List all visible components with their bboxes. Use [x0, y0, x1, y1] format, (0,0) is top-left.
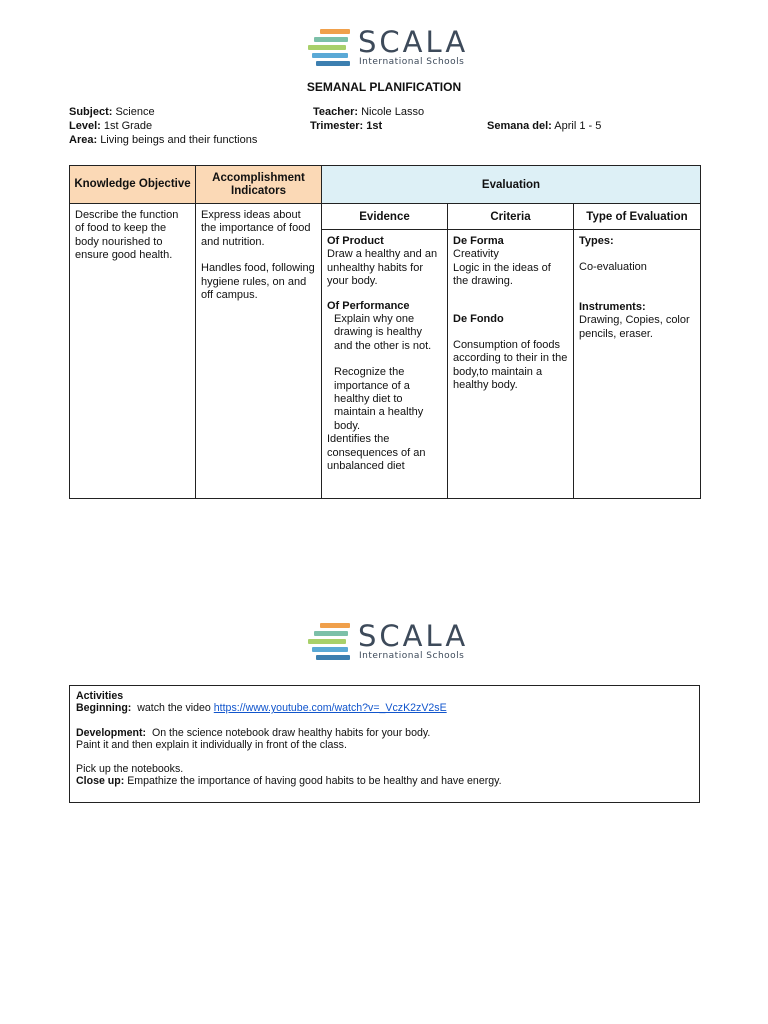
trimester-field: [310, 120, 382, 132]
video-link[interactable]: https://www.youtube.com/watch?v=_VczK2zV2sE: [213, 702, 447, 715]
criteria-cell: [448, 230, 574, 499]
close-label: Close up:: [76, 775, 125, 788]
scala-logo: [306, 26, 468, 68]
level-value: 1st Grade: [103, 120, 153, 132]
semana-field: [487, 120, 601, 132]
activities-title: Activities: [76, 690, 124, 702]
evidence-cell: [322, 230, 448, 499]
instruments-text: Drawing, Copies, color pencils, eraser.: [579, 314, 690, 340]
performance-item: Explain why one drawing is healthy and the other is not.: [334, 313, 432, 352]
subject-label: Subject:: [69, 106, 113, 118]
types-title: Types:: [579, 235, 614, 247]
instruments-title: Instruments:: [579, 300, 646, 313]
brand-subtitle: International Schools: [359, 651, 465, 661]
semana-label: Semana del:: [487, 120, 552, 132]
brand-name: SCALA: [358, 619, 469, 653]
area-field: [69, 134, 257, 146]
product-title: Of Product: [327, 235, 384, 247]
beginning-line: [76, 702, 693, 714]
evaluation-header: Evaluation: [322, 166, 701, 204]
forma-item: Creativity: [453, 248, 499, 261]
fondo-text: Consumption of foods according to their in the body,to maintain a healthy body.: [453, 339, 568, 392]
accomplishment-cell: [196, 204, 322, 499]
teacher-value: Nicole Lasso: [361, 106, 425, 118]
beginning-label: Beginning:: [76, 702, 132, 715]
evidence-header: Evidence: [322, 204, 448, 230]
semana-value: April 1 - 5: [554, 120, 602, 132]
performance-item: Recognize the importance of a healthy diet to maintain a healthy body.: [334, 366, 424, 432]
brand-subtitle: International Schools: [359, 57, 465, 67]
accomplishment-item: Express ideas about the importance of food and nutrition.: [201, 209, 311, 248]
knowledge-cell: [70, 204, 196, 499]
document-title: SEMANAL PLANIFICATION: [306, 80, 462, 94]
criteria-header: Criteria: [448, 204, 574, 230]
accomplishment-header: Accomplishment Indicators: [196, 166, 322, 204]
performance-title: Of Performance: [327, 299, 410, 312]
knowledge-text: Describe the function of food to keep the body nourished to ensure good health.: [75, 209, 179, 262]
area-label: Area:: [69, 134, 98, 146]
brand-name: SCALA: [358, 25, 469, 59]
teacher-field: [313, 106, 424, 118]
subject-field: [69, 106, 155, 118]
knowledge-header: Knowledge Objective: [70, 166, 196, 204]
area-value: Living beings and their functions: [100, 134, 258, 146]
fondo-title: De Fondo: [453, 312, 504, 325]
books-icon: [306, 620, 352, 662]
development-line: [76, 727, 693, 739]
forma-item: Logic in the ideas of the drawing.: [453, 261, 551, 288]
close-text: Empathize the importance of having good habits to be healthy and have energy.: [127, 775, 502, 788]
type-evaluation-header: Type of Evaluation: [574, 204, 701, 230]
teacher-label: Teacher:: [313, 106, 359, 118]
forma-title: De Forma: [453, 235, 504, 247]
development-line-2: Paint it and then explain it individually in front of the class.: [76, 738, 347, 751]
development-label: Development:: [76, 726, 147, 739]
level-field: [69, 120, 152, 132]
accomplishment-item: Handles food, following hygiene rules, on and off campus.: [201, 262, 315, 302]
close-line: [76, 775, 693, 787]
trimester-label: Trimester:: [310, 120, 364, 132]
planning-table: [69, 165, 701, 499]
performance-item: Identifies the consequences of an unbalanced diet: [327, 433, 426, 473]
product-text: Draw a healthy and an unhealthy habits for your body.: [327, 248, 438, 288]
level-label: Level:: [69, 120, 101, 132]
books-icon: [306, 26, 352, 68]
scala-logo: [306, 620, 468, 662]
type-evaluation-cell: [574, 230, 701, 499]
activities-box: [69, 685, 700, 803]
subject-value: Science: [115, 106, 155, 118]
pickup-line: Pick up the notebooks.: [76, 763, 184, 776]
beginning-text: watch the video: [137, 702, 211, 715]
types-text: Co-evaluation: [579, 261, 647, 274]
trimester-value: 1st: [366, 120, 383, 132]
development-text: On the science notebook draw healthy habits for your body.: [151, 726, 431, 739]
